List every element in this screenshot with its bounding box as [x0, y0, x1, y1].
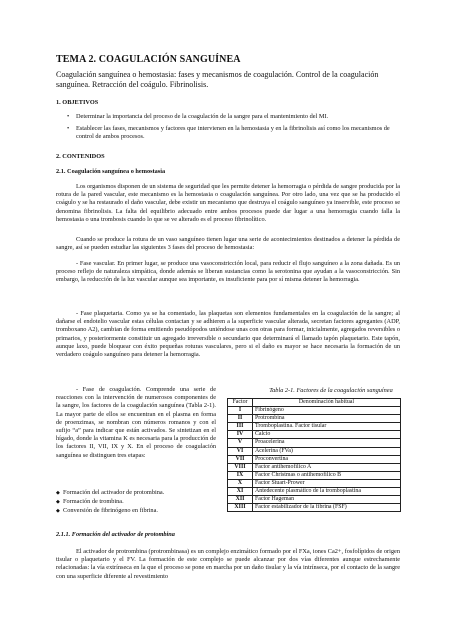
subsection-heading-hemostasia: 2.1. Coagulación sanguínea o hemostasia [56, 168, 166, 175]
factor-number-cell: VIII [228, 463, 253, 471]
table-header-row [228, 399, 401, 407]
coagulation-factors-table [227, 398, 401, 512]
page-subtitle: Coagulación sanguínea o hemostasia: fases y mecanismos de coagulación. Control de la coagulación sanguínea. Retracción del coágulo. Fibrinolisis. [56, 70, 379, 89]
table-row [228, 496, 401, 504]
factor-name-cell: Antedecente plasmático de la tromboplastina [253, 488, 401, 496]
table-row [228, 488, 401, 496]
table-row [228, 423, 401, 431]
factor-name-cell: Factor antihemofílico A [253, 463, 401, 471]
table-header-cell: Denominación habitual [253, 399, 401, 407]
paragraph-fase-plaquetaria: - Fase plaquetaria. Como ya se ha comentado, las plaquetas son elementos fundamentales en la coagulación de la sangre; al dañarse el endotelio vascular estas células contactan y se adhieren a la superficie vascular alterada, secretan factores agregantes (ADP, tromboxano A2), cambian de forma emitiendo pseudópodos uniéndose unas con otras para formar, inicialmente, agregados reversibles o primarios, y posteriormente constituir un agregado irreversible o secundario que determinará el llamado tapón plaquetario. Este tapón, aunque laxo, puede bloquear con éxito pequeñas roturas vasculares, pero si el daño es mayor se hace necesaria la formación de un verdadero coágulo sanguíneo para detener la hemorragia. [56, 310, 400, 359]
factor-number-cell: XI [228, 488, 253, 496]
factor-number-cell: VII [228, 455, 253, 463]
table-row [228, 455, 401, 463]
section-heading-objetivos: 1. OBJETIVOS [56, 99, 99, 106]
factor-name-cell: Protrombina [253, 415, 401, 423]
objective-item: • Determinar la importancia del proceso de la coagulación de la sangre para el mantenimiento del MI. [76, 113, 400, 121]
factor-number-cell: XII [228, 496, 253, 504]
table-header-cell: Factor [228, 399, 253, 407]
factor-name-cell: Proacelerina [253, 439, 401, 447]
table-row [228, 471, 401, 479]
factor-name-cell: Fibrinógeno [253, 407, 401, 415]
factor-number-cell: I [228, 407, 253, 415]
factor-name-cell: Factor estabilizador de la fibrina (FSF) [253, 504, 401, 512]
factor-name-cell: Calcio [253, 431, 401, 439]
paragraph-fase-coagulacion: - Fase de coagulación. Comprende una serie de reacciones con la intervención de numerosos componentes de la sangre, los factores de la coagulación sanguínea (Tabla 2-1). La mayor parte de ellos se encuentran en el plasma en forma de proenzimas, se nombran con números romanos y con el sufijo “a” para indicar que están activados. Se sintetizan en el hígado, donde la vitamina K es necesaria para la producción de los factores II, VII, IX y X. En el proceso de coagulación sanguínea se distinguen tres etapas: [56, 386, 216, 459]
factor-name-cell: Factor Hageman [253, 496, 401, 504]
factor-number-cell: III [228, 423, 253, 431]
table-row [228, 415, 401, 423]
paragraph: Cuando se produce la rotura de un vaso sanguíneo tienen lugar una serie de acontecimientos destinados a detener la pérdida de sangre, así se pueden estudiar las siguientes 3 fases del proceso de hemostasia: [56, 236, 400, 252]
paragraph: Los organismos disponen de un sistema de seguridad que les permite detener la hemorragia o pérdida de sangre producida por la rotura de la pared vascular, este mecanismo es la hemostasia o coagulación sanguínea. Por otro lado, una vez que se ha producido el coágulo y se ha restaurado el daño vascular, debe existir un mecanismo que destruya el coágulo sanguíneo ya inservible, este proceso se denomina fibrinolisis. La falta del equilibrio adecuado entre ambos procesos puede dar lugar a una hemorragia cuando falla la hemostasia o una trombosis cuando lo que se ve alterado es el proceso fibrinolítico. [56, 183, 400, 223]
factor-number-cell: XIII [228, 504, 253, 512]
factor-number-cell: V [228, 439, 253, 447]
table-caption: Tabla 2-1. Factores de la coagulación sanguínea [269, 387, 393, 394]
etapa-item: ◆ Conversión de fibrinógeno en fibrina. [63, 507, 158, 515]
factor-number-cell: X [228, 479, 253, 487]
table-row [228, 407, 401, 415]
factor-number-cell: VI [228, 447, 253, 455]
table-row [228, 463, 401, 471]
factor-name-cell: Acelerina (FVa) [253, 447, 401, 455]
page-title: TEMA 2. COAGULACIÓN SANGUÍNEA [56, 54, 241, 65]
table-row [228, 447, 401, 455]
etapa-item: ◆ Formación del activador de protombina. [63, 489, 164, 497]
paragraph-fase-vascular: - Fase vascular. En primer lugar, se produce una vasoconstricción local, para reducir el flujo sanguíneo a la zona dañada. Es un proceso reflejo de naturaleza simpática, donde además se liberan sustancias como la serotonina que ayudan a la vasoconstricción. Sin embargo, la reducción de la luz vascular aunque sea importante, es insuficiente para por sí misma detener la hemorragia. [56, 260, 400, 284]
etapa-item: ◆ Formación de trombina. [63, 498, 124, 506]
section-heading-contenidos: 2. CONTENIDOS [56, 153, 105, 160]
objective-item: • Establecer las fases, mecanismos y factores que intervienen en la hemostasia y en la fibrinolisis así como los mecanismos de control de ambos procesos. [76, 125, 400, 141]
factor-number-cell: IV [228, 431, 253, 439]
factor-name-cell: Factor Christmas o antihemofílico B [253, 471, 401, 479]
table-row [228, 479, 401, 487]
table-row [228, 504, 401, 512]
factor-number-cell: II [228, 415, 253, 423]
table-row [228, 439, 401, 447]
factor-name-cell: Tromboplastina. Factor tisular [253, 423, 401, 431]
subsection-heading-activador: 2.1.1. Formación del activador de protombina [56, 531, 175, 538]
factor-name-cell: Proconvertina [253, 455, 401, 463]
table-row [228, 431, 401, 439]
factor-number-cell: IX [228, 471, 253, 479]
factor-name-cell: Factor Stuart-Prower [253, 479, 401, 487]
paragraph: El activador de protrombina (protrombinasa) es un complejo enzimático formado por el FXa, iones Ca2+, fosfolípidos de origen tisular o plaquetario y el FV. La formación de este complejo se puede alcanzar por dos vías diferentes aunque estrechamente relacionadas: la vía extrínseca en la que el proceso se pone en marcha por un daño tisular y la vía intrínseca, por el contacto de la sangre con una superficie diferente al revestimiento [56, 548, 400, 580]
